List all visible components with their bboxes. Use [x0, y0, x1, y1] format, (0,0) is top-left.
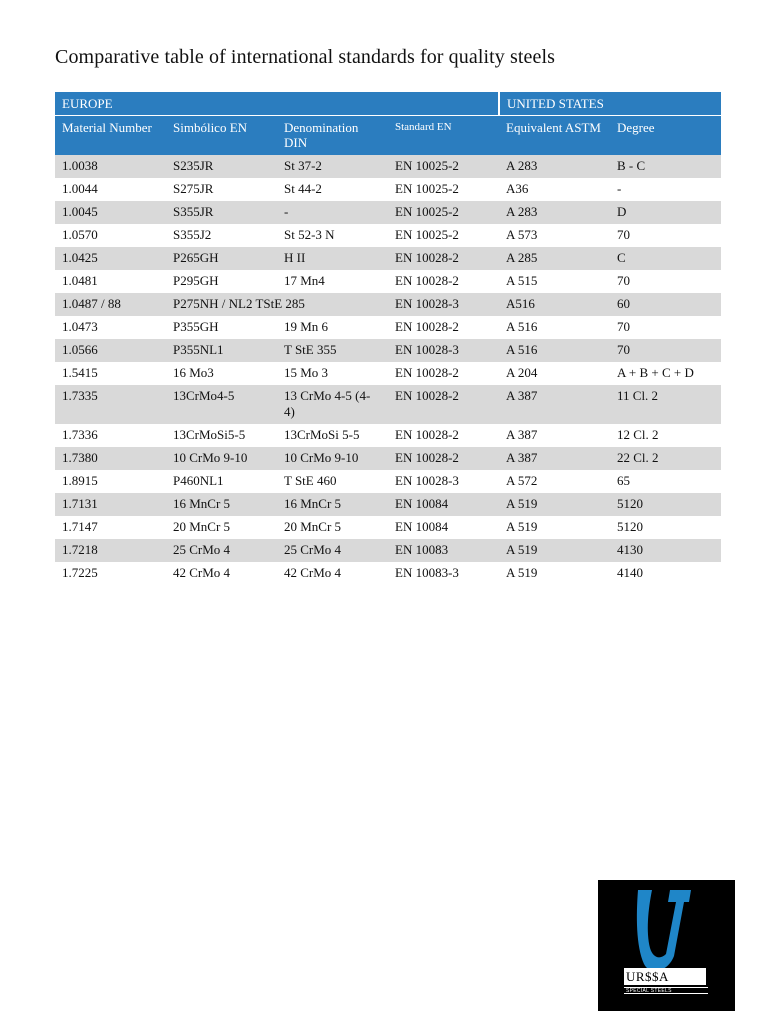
table-cell: EN 10084 — [388, 493, 499, 516]
table-cell: 1.0038 — [55, 155, 166, 178]
table-cell: 16 MnCr 5 — [166, 493, 277, 516]
table-cell: C — [610, 247, 721, 270]
table-cell: 1.7131 — [55, 493, 166, 516]
table-cell: T StE 355 — [277, 339, 388, 362]
table-cell: 1.0473 — [55, 316, 166, 339]
table-row — [55, 224, 721, 247]
table-cell: A 516 — [499, 339, 610, 362]
table-cell: EN 10028-2 — [388, 247, 499, 270]
table-cell: 1.7335 — [55, 385, 166, 424]
table-cell: S355JR — [166, 201, 277, 224]
column-header: Standard EN — [388, 116, 499, 156]
table-cell: 16 Mo3 — [166, 362, 277, 385]
table-row — [55, 493, 721, 516]
table-cell: A 283 — [499, 155, 610, 178]
table-row — [55, 293, 721, 316]
table-cell: 10 CrMo 9-10 — [277, 447, 388, 470]
table-cell: B - C — [610, 155, 721, 178]
table-cell: P295GH — [166, 270, 277, 293]
table-cell: 1.7218 — [55, 539, 166, 562]
table-cell: A 519 — [499, 516, 610, 539]
table-cell: H II — [277, 247, 388, 270]
table-cell: 70 — [610, 339, 721, 362]
table-cell: 25 CrMo 4 — [277, 539, 388, 562]
table-cell: - — [610, 178, 721, 201]
table-row — [55, 316, 721, 339]
table-cell: S235JR — [166, 155, 277, 178]
table-cell: EN 10028-2 — [388, 316, 499, 339]
table-cell: 19 Mn 6 — [277, 316, 388, 339]
table-cell: 1.0044 — [55, 178, 166, 201]
table-row — [55, 539, 721, 562]
column-header: Degree — [610, 116, 721, 156]
table-row — [55, 247, 721, 270]
region-united-states: UNITED STATES — [499, 92, 721, 116]
table-cell: EN 10028-2 — [388, 447, 499, 470]
table-cell: A 516 — [499, 316, 610, 339]
table-row — [55, 178, 721, 201]
table-cell: 10 CrMo 9-10 — [166, 447, 277, 470]
page-title: Comparative table of international standards for quality steels — [55, 46, 556, 68]
table-cell: EN 10028-3 — [388, 470, 499, 493]
table-cell: 42 CrMo 4 — [166, 562, 277, 585]
table-cell: 20 MnCr 5 — [277, 516, 388, 539]
table-cell: A516 — [499, 293, 610, 316]
column-header: Equivalent ASTM — [499, 116, 610, 156]
table-cell: 1.5415 — [55, 362, 166, 385]
logo-tagline: SPECIAL STEELS — [624, 987, 708, 994]
table-cell: A 519 — [499, 493, 610, 516]
table-row — [55, 270, 721, 293]
table-cell: 13CrMo4-5 — [166, 385, 277, 424]
table-cell: A 204 — [499, 362, 610, 385]
table-cell: EN 10028-2 — [388, 362, 499, 385]
table-cell: T StE 460 — [277, 470, 388, 493]
table-cell: A 573 — [499, 224, 610, 247]
table-cell: 1.0566 — [55, 339, 166, 362]
logo-wordmark: UR$$A — [624, 968, 706, 985]
table-cell: 4130 — [610, 539, 721, 562]
table-row — [55, 201, 721, 224]
table-row — [55, 155, 721, 178]
table-cell: 1.7147 — [55, 516, 166, 539]
table-cell: A36 — [499, 178, 610, 201]
table-cell: EN 10025-2 — [388, 224, 499, 247]
table-cell: 1.8915 — [55, 470, 166, 493]
table-cell: 25 CrMo 4 — [166, 539, 277, 562]
table-cell: P265GH — [166, 247, 277, 270]
table-cell: EN 10025-2 — [388, 201, 499, 224]
table-cell: 1.0045 — [55, 201, 166, 224]
table-cell: EN 10028-2 — [388, 270, 499, 293]
table-cell: P355GH — [166, 316, 277, 339]
table-cell: 5120 — [610, 516, 721, 539]
table-row — [55, 362, 721, 385]
table-cell: P355NL1 — [166, 339, 277, 362]
table-cell: 1.7336 — [55, 424, 166, 447]
table-cell: 1.7380 — [55, 447, 166, 470]
table-cell: A 519 — [499, 562, 610, 585]
column-header-row — [55, 116, 721, 156]
table-cell: A + B + C + D — [610, 362, 721, 385]
region-europe: EUROPE — [55, 92, 499, 116]
table-cell: 1.0481 — [55, 270, 166, 293]
table-cell: 1.7225 — [55, 562, 166, 585]
table-cell: EN 10025-2 — [388, 178, 499, 201]
table-cell: EN 10028-2 — [388, 424, 499, 447]
table-cell: D — [610, 201, 721, 224]
table-cell: A 519 — [499, 539, 610, 562]
table-cell: A 572 — [499, 470, 610, 493]
table-cell: EN 10028-3 — [388, 339, 499, 362]
table-cell: 42 CrMo 4 — [277, 562, 388, 585]
column-header: Material Number — [55, 116, 166, 156]
table-cell: 70 — [610, 316, 721, 339]
table-cell: EN 10083-3 — [388, 562, 499, 585]
table-cell: St 44-2 — [277, 178, 388, 201]
table-cell: EN 10028-3 — [388, 293, 499, 316]
table-cell: A 283 — [499, 201, 610, 224]
table-cell: S355J2 — [166, 224, 277, 247]
standards-table — [55, 92, 721, 585]
table-row — [55, 339, 721, 362]
table-row — [55, 470, 721, 493]
table-cell: 13 CrMo 4-5 (4-4) — [277, 385, 388, 424]
column-header: Denomination DIN — [277, 116, 388, 156]
table-cell: A 515 — [499, 270, 610, 293]
column-header: Simbólico EN — [166, 116, 277, 156]
table-cell: 70 — [610, 270, 721, 293]
table-cell: A 285 — [499, 247, 610, 270]
table-cell: 1.0487 / 88 — [55, 293, 166, 316]
table-cell: A 387 — [499, 424, 610, 447]
table-cell: St 52-3 N — [277, 224, 388, 247]
table-cell: 70 — [610, 224, 721, 247]
table-cell: St 37-2 — [277, 155, 388, 178]
table-cell: A 387 — [499, 385, 610, 424]
table-cell: A 387 — [499, 447, 610, 470]
table-cell: - — [277, 201, 388, 224]
table-cell: 1.0425 — [55, 247, 166, 270]
region-header-row — [55, 92, 721, 116]
table-cell: 60 — [610, 293, 721, 316]
table-row — [55, 385, 721, 424]
table-cell: 65 — [610, 470, 721, 493]
table-cell: 15 Mo 3 — [277, 362, 388, 385]
table-cell: P460NL1 — [166, 470, 277, 493]
table-row — [55, 447, 721, 470]
table-cell: 12 Cl. 2 — [610, 424, 721, 447]
table-cell: 11 Cl. 2 — [610, 385, 721, 424]
table-row — [55, 562, 721, 585]
table-cell: 22 Cl. 2 — [610, 447, 721, 470]
table-cell: EN 10083 — [388, 539, 499, 562]
table-body — [55, 155, 721, 585]
table-cell: EN 10028-2 — [388, 385, 499, 424]
table-cell: S275JR — [166, 178, 277, 201]
table-cell: 13CrMoSi 5-5 — [277, 424, 388, 447]
table-cell: 13CrMoSi5-5 — [166, 424, 277, 447]
table-cell: 1.0570 — [55, 224, 166, 247]
table-row — [55, 516, 721, 539]
table-cell: 17 Mn4 — [277, 270, 388, 293]
table-cell: EN 10084 — [388, 516, 499, 539]
table-cell: 20 MnCr 5 — [166, 516, 277, 539]
table-cell: 5120 — [610, 493, 721, 516]
table-cell: EN 10025-2 — [388, 155, 499, 178]
table-row — [55, 424, 721, 447]
table-cell: 4140 — [610, 562, 721, 585]
urssa-logo — [598, 880, 735, 1011]
table-cell: 16 MnCr 5 — [277, 493, 388, 516]
table-cell: P275NH / NL2 TStE 285 — [166, 293, 388, 316]
